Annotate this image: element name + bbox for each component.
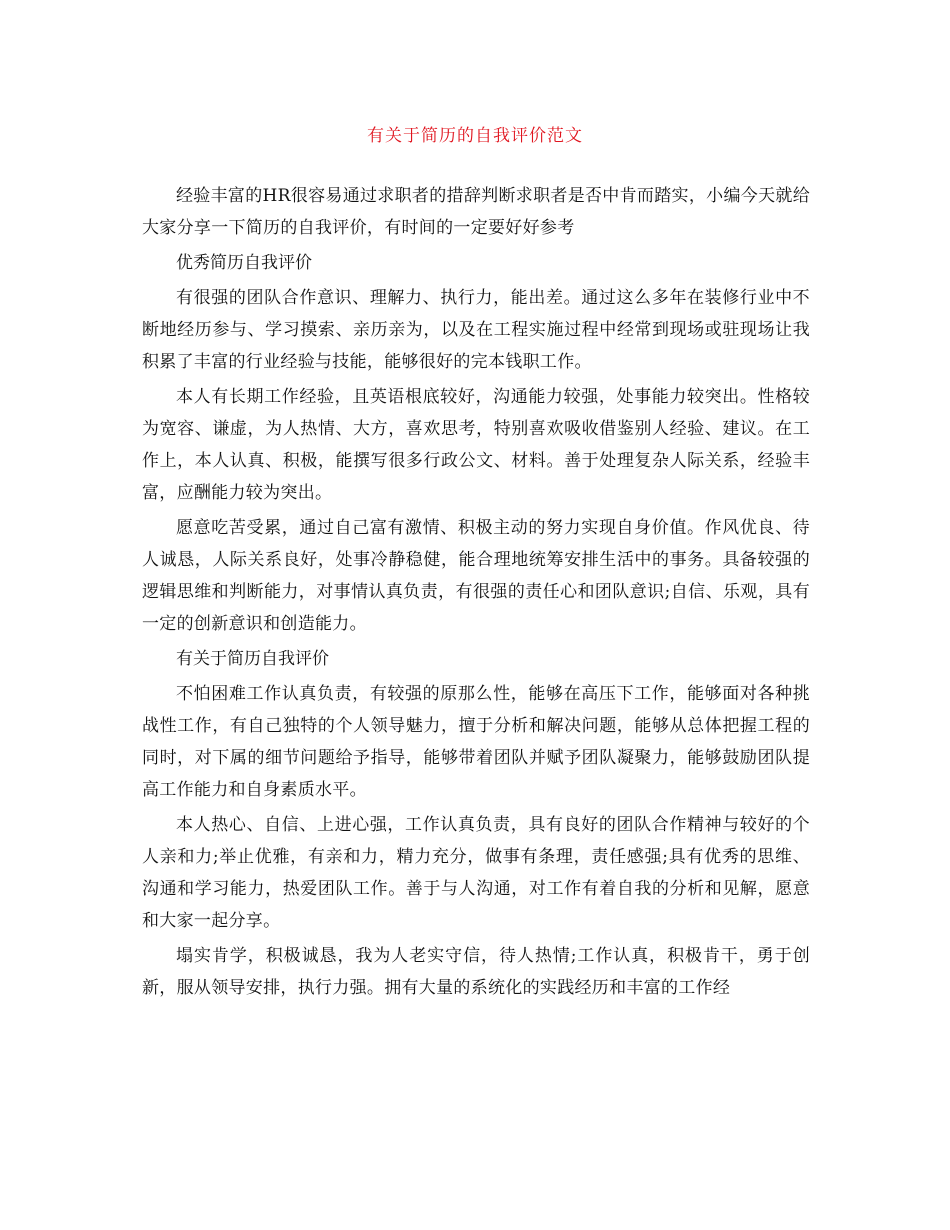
paragraph: 本人有长期工作经验，且英语根底较好，沟通能力较强，处事能力较突出。性格较为宽容、谦虚，为人热情、大方，喜欢思考，特别喜欢吸收借鉴别人经验、建议。在工作上，本人认真、积极，能撰写很多行政公文、材料。善于处理复杂人际关系，经验丰富，应酬能力较为突出。 <box>142 387 810 503</box>
paragraph: 不怕困难工作认真负责，有较强的原那么性，能够在高压下工作，能够面对各种挑战性工作，有自己独特的个人领导魅力，擅于分析和解决问题，能够从总体把握工程的同时，对下属的细节问题给予指导，能够带着团队并赋予团队凝聚力，能够鼓励团队提高工作能力和自身素质水平。 <box>142 684 810 800</box>
paragraph: 塌实肯学，积极诚恳，我为人老实守信，待人热情;工作认真，积极肯干，勇于创新，服从领导安排，执行力强。拥有大量的系统化的实践经历和丰富的工作经 <box>142 946 810 998</box>
paragraph: 有很强的团队合作意识、理解力、执行力，能出差。通过这么多年在装修行业中不断地经历参与、学习摸索、亲历亲为，以及在工程实施过程中经常到现场或驻现场让我积累了丰富的行业经验与技能，能够很好的完本钱职工作。 <box>142 288 810 372</box>
intro-paragraph: 经验丰富的HR很容易通过求职者的措辞判断求职者是否中肯而踏实，小编今天就给大家分享一下简历的自我评价，有时间的一定要好好参考 <box>142 186 810 238</box>
section-heading-about: 有关于简历自我评价 <box>176 649 329 669</box>
paragraph: 本人热心、自信、上进心强，工作认真负责，具有良好的团队合作精神与较好的个人亲和力;举止优雅，有亲和力，精力充分，做事有条理，责任感强;具有优秀的思维、沟通和学习能力，热爱团队工作。善于与人沟通，对工作有着自我的分析和见解，愿意和大家一起分享。 <box>142 815 810 931</box>
document-title: 有关于简历的自我评价范文 <box>367 126 583 146</box>
paragraph: 愿意吃苦受累，通过自己富有激情、积极主动的努力实现自身价值。作风优良、待人诚恳，人际关系良好，处事冷静稳健，能合理地统筹安排生活中的事务。具备较强的逻辑思维和判断能力，对事情认真负责，有很强的责任心和团队意识;自信、乐观，具有一定的创新意识和创造能力。 <box>142 518 810 634</box>
section-heading-excellent: 优秀简历自我评价 <box>176 253 312 273</box>
document-body <box>142 180 810 1007</box>
